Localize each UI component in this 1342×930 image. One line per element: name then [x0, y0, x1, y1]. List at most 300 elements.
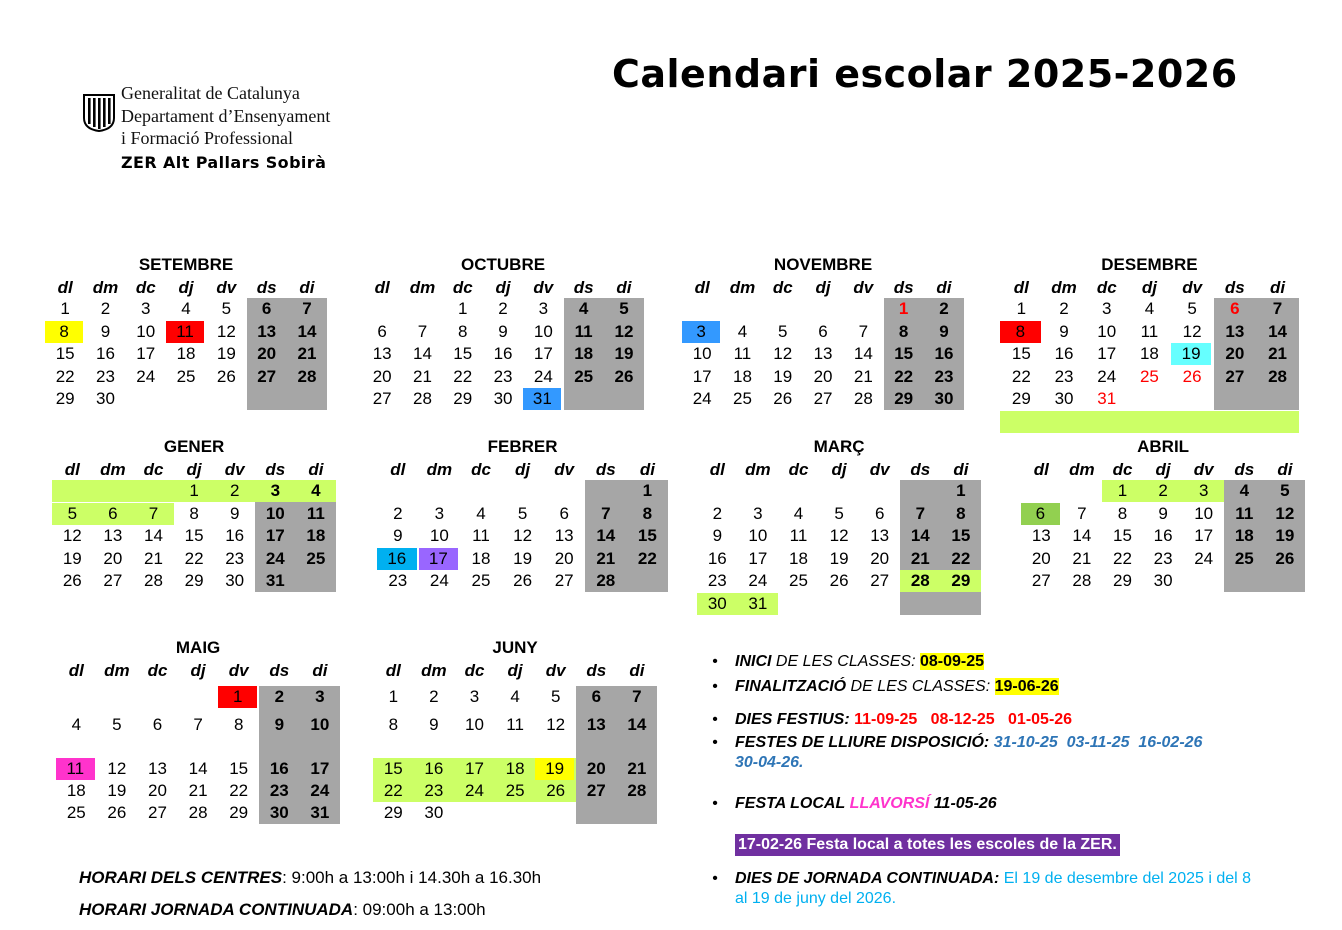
day-cell: 20 [148, 781, 167, 800]
day-cell: 11 [789, 526, 808, 545]
weekday-header: dc [452, 278, 473, 297]
day-cell: 4 [1144, 299, 1155, 318]
horari-centres-value: : 9:00h a 13:00h i 14.30h a 16.30h [282, 868, 542, 887]
zer-local-holiday-banner: 17-02-26 Festa local a totes les escoles de la ZER. [735, 834, 1120, 856]
day-cell: 30 [934, 389, 954, 408]
day-cell: 9 [229, 503, 240, 523]
day-cell: 3 [538, 299, 549, 318]
gen-line-2: Departament d’Ensenyament [121, 105, 331, 126]
department-name [121, 82, 330, 150]
day-cell: 22 [1113, 548, 1132, 568]
weekday-header: dm [421, 661, 447, 680]
continuada-label: DIES DE JORNADA CONTINUADA: [735, 870, 1000, 887]
day-cell: 8 [458, 321, 468, 341]
weekday-header: dl [68, 661, 84, 680]
local-date: 11-05-26 [933, 795, 997, 812]
weekday-header: dj [515, 460, 531, 479]
day-cell: 30 [424, 803, 444, 822]
day-cell: 9 [393, 526, 403, 545]
day-cell: 19 [614, 344, 634, 363]
inici-rest: DE LES CLASSES [771, 653, 912, 670]
day-cell: 14 [412, 344, 432, 363]
day-cell: 20 [870, 548, 890, 568]
day-cell: 17 [533, 344, 553, 363]
bullet-icon: • [712, 734, 718, 751]
day-cell: 16 [1054, 344, 1074, 363]
day-cell: 3 [434, 503, 445, 523]
day-cell: 23 [388, 571, 408, 590]
day-cell: 5 [619, 299, 629, 318]
day-cell: 9 [939, 321, 949, 341]
day-cell: 16 [493, 344, 513, 363]
gen-line-1: Generalitat de Catalunya [121, 83, 300, 103]
day-cell: 27 [257, 366, 277, 386]
day-cell: 16 [707, 548, 727, 568]
weekday-header: dj [507, 661, 523, 680]
day-cell: 14 [910, 526, 930, 545]
day-cell: 22 [637, 548, 657, 568]
vacation-band [1000, 411, 1299, 433]
day-cell: 14 [596, 526, 616, 545]
day-cell: 24 [692, 389, 712, 408]
day-cell: 30 [225, 571, 245, 590]
day-cell: 3 [469, 687, 480, 706]
day-cell: 26 [1275, 548, 1295, 568]
weekday-header: di [1277, 460, 1293, 479]
day-cell: 26 [62, 571, 82, 590]
day-cell: 5 [834, 503, 844, 523]
day-cell: 6 [261, 299, 272, 318]
catalan-government-seal-icon [82, 92, 116, 132]
day-cell: 12 [107, 759, 127, 778]
weekday-header: di [629, 661, 645, 680]
day-cell: 10 [310, 715, 330, 734]
day-cell: 2 [939, 299, 949, 318]
day-cell: 3 [1102, 299, 1112, 318]
day-cell: 15 [1113, 526, 1132, 545]
day-cell: 1 [898, 299, 909, 318]
day-cell: 12 [1182, 321, 1202, 341]
day-cell: 10 [748, 526, 768, 545]
weekday-header: di [953, 460, 969, 479]
day-cell: 18 [66, 781, 86, 800]
day-cell: 25 [574, 366, 594, 386]
day-cell: 7 [632, 687, 642, 706]
weekday-header: dc [135, 278, 156, 297]
day-cell: 2 [100, 299, 111, 318]
lliure-dates: 31-10-25 03-11-25 16-02-26 [993, 734, 1203, 751]
day-cell: 5 [1280, 481, 1290, 500]
horari-continuada-label: HORARI JORNADA CONTINUADA [79, 900, 354, 919]
day-cell: 25 [306, 548, 326, 568]
weekday-header: di [1269, 278, 1286, 297]
day-cell: 25 [1234, 548, 1254, 568]
weekday-header: dj [190, 661, 206, 680]
day-cell: 31 [748, 593, 768, 613]
day-cell: 10 [465, 715, 484, 734]
day-cell: 5 [550, 687, 561, 706]
day-cell: 7 [417, 321, 428, 341]
day-cell: 24 [748, 571, 768, 590]
day-cell: 19 [216, 344, 236, 363]
day-cell: 5 [112, 715, 122, 734]
day-cell: 12 [216, 321, 236, 341]
weekday-header: ds [269, 661, 290, 680]
month-name: JUNY [492, 638, 538, 657]
day-cell: 4 [71, 715, 82, 734]
day-cell: 27 [813, 389, 833, 408]
local-place: LLAVORSÍ [849, 795, 930, 812]
day-cell: 22 [229, 781, 249, 800]
day-cell: 29 [894, 389, 914, 408]
day-cell: 31 [1097, 389, 1117, 408]
day-cell: 25 [471, 571, 491, 590]
day-cell: 7 [148, 503, 159, 523]
day-cell: 4 [311, 481, 321, 500]
day-cell: 30 [1153, 571, 1173, 590]
weekday-header: dl [709, 460, 725, 479]
day-cell: 2 [393, 503, 403, 523]
day-cell: 18 [574, 344, 594, 363]
day-cell: 23 [934, 366, 954, 386]
day-cell: 17 [748, 548, 768, 568]
weekday-header: di [936, 278, 952, 297]
day-cell: 19 [513, 548, 533, 568]
day-cell: 20 [103, 548, 123, 568]
month-name: MAIG [175, 638, 221, 657]
day-cell: 18 [1139, 344, 1159, 363]
page-title: Calendari escolar 2025-2026 [612, 52, 1238, 96]
day-cell: 19 [62, 548, 82, 568]
day-cell: 15 [453, 344, 473, 363]
weekday-header: dc [788, 460, 809, 479]
weekday-header: dv [853, 278, 874, 297]
bullet-icon: • [712, 795, 718, 812]
day-cell: 14 [188, 759, 208, 778]
day-cell: 9 [1059, 321, 1069, 341]
weekday-header: dl [390, 460, 406, 479]
day-cell: 16 [225, 526, 245, 545]
weekday-header: dm [745, 460, 771, 479]
month-name: GENER [163, 437, 225, 456]
lliure-dates-2: 30-04-26. [735, 754, 804, 771]
day-cell: 11 [1140, 321, 1159, 341]
day-cell: 28 [412, 389, 432, 408]
day-cell: 28 [188, 803, 208, 822]
weekday-header: dm [92, 278, 119, 297]
day-cell: 3 [753, 503, 763, 523]
day-cell: 28 [627, 781, 647, 800]
day-cell: 23 [1153, 548, 1173, 568]
day-cell: 13 [1031, 526, 1051, 545]
day-cell: 31 [523, 388, 561, 410]
day-cell: 24 [265, 548, 285, 568]
day-cell: 27 [103, 571, 123, 590]
day-cell: 20 [1225, 344, 1245, 363]
day-cell: 22 [453, 366, 473, 386]
day-cell: 8 [233, 715, 244, 734]
day-cell: 28 [910, 571, 930, 590]
weekday-header: di [616, 278, 632, 297]
day-cell: 1 [1016, 299, 1027, 318]
month-name: MARÇ [813, 437, 865, 456]
day-cell: 21 [627, 759, 647, 778]
day-cell: 14 [627, 715, 647, 734]
day-cell: 21 [144, 548, 163, 568]
day-cell: 17 [265, 526, 285, 545]
day-cell: 1 [956, 481, 966, 500]
day-cell: 16 [1153, 526, 1173, 545]
weekday-header: dj [1141, 278, 1157, 297]
day-cell: 13 [372, 344, 392, 363]
weekday-header: dm [426, 460, 453, 479]
day-cell: 11 [472, 526, 490, 545]
day-cell: 25 [789, 571, 808, 590]
month-name: NOVEMBRE [773, 255, 873, 274]
day-cell: 22 [1011, 366, 1031, 386]
weekday-header: dv [545, 661, 566, 680]
day-cell: 22 [184, 548, 204, 568]
day-cell: 29 [453, 389, 473, 408]
day-cell: 17 [419, 548, 459, 570]
day-cell: 8 [898, 321, 909, 341]
day-cell: 30 [269, 803, 289, 822]
day-cell: 29 [55, 389, 75, 408]
day-cell: 29 [229, 803, 249, 822]
day-cell: 1 [388, 687, 399, 706]
day-cell: 13 [1225, 321, 1245, 341]
day-cell: 15 [894, 344, 914, 363]
day-cell: 10 [692, 344, 712, 363]
day-cell: 8 [1117, 503, 1128, 523]
day-cell: 21 [1072, 548, 1092, 568]
weekday-header: di [308, 460, 324, 479]
day-cell: 5 [1187, 299, 1197, 318]
day-cell: 8 [642, 503, 653, 523]
day-cell: 13 [813, 344, 833, 363]
weekday-header: dl [57, 278, 73, 297]
horari-centres-label: HORARI DELS CENTRES [79, 868, 283, 887]
month-name: OCTUBRE [461, 255, 546, 274]
day-cell: 14 [144, 526, 163, 545]
day-cell: 3 [141, 299, 151, 318]
day-cell: 11 [306, 503, 325, 523]
weekday-header: dl [694, 278, 710, 297]
weekday-header: dl [1013, 278, 1029, 297]
weekday-header: dl [374, 278, 390, 297]
day-cell: 13 [554, 526, 574, 545]
day-cell: 26 [829, 571, 849, 590]
day-cell: 6 [874, 503, 885, 523]
day-cell: 12 [829, 526, 849, 545]
day-cell: 10 [533, 321, 553, 341]
day-cell: 2 [712, 503, 723, 523]
weekday-header: ds [1224, 278, 1245, 297]
day-cell: 15 [184, 526, 204, 545]
day-cell: 10 [1097, 321, 1117, 341]
weekday-header: dv [533, 278, 554, 297]
weekday-header: ds [573, 278, 594, 297]
weekday-header: ds [595, 460, 616, 479]
day-cell: 12 [1275, 503, 1295, 523]
day-cell: 7 [601, 503, 611, 523]
day-cell: 5 [778, 321, 788, 341]
weekday-header: dv [216, 278, 237, 297]
day-cell: 12 [513, 526, 533, 545]
day-cell: 11 [733, 344, 752, 363]
day-cell: 9 [712, 526, 723, 545]
day-cell: 3 [315, 687, 325, 706]
day-cell: 16 [377, 548, 417, 570]
day-cell: 16 [269, 759, 289, 778]
day-cell: 21 [188, 781, 208, 800]
day-cell: 4 [181, 299, 191, 318]
day-cell: 24 [429, 571, 449, 590]
day-cell: 19 [773, 366, 793, 386]
day-cell: 6 [152, 715, 163, 734]
day-cell: 28 [144, 571, 163, 590]
day-cell: 19 [1275, 526, 1295, 545]
day-cell: 8 [1000, 321, 1041, 343]
day-cell: 8 [388, 715, 399, 734]
weekday-header: ds [265, 460, 286, 479]
day-cell: 17 [692, 366, 712, 386]
weekday-header: di [299, 278, 315, 297]
day-cell: 20 [372, 366, 392, 386]
day-cell: 5 [67, 503, 78, 523]
day-cell: 23 [707, 571, 727, 590]
day-cell: 27 [586, 781, 606, 800]
final-date: 19-06-26 [994, 678, 1059, 695]
day-cell: 5 [221, 299, 232, 318]
day-cell: 23 [493, 366, 513, 386]
day-cell: 4 [793, 503, 804, 523]
day-cell: 17 [465, 759, 484, 778]
day-cell: 14 [1268, 321, 1287, 341]
day-cell: 28 [853, 389, 873, 408]
day-cell: 23 [225, 548, 245, 568]
day-cell: 10 [1194, 503, 1214, 523]
zer-name: ZER Alt Pallars Sobirà [121, 153, 327, 172]
weekday-header: dj [1155, 460, 1171, 479]
day-cell: 7 [1077, 503, 1087, 523]
day-cell: 2 [1158, 481, 1168, 500]
day-cell: 3 [682, 321, 720, 343]
day-cell: 13 [586, 715, 606, 734]
day-cell: 18 [306, 526, 326, 545]
day-cell: 7 [858, 321, 869, 341]
month-name: FEBRER [487, 437, 558, 456]
day-cell: 17 [1097, 344, 1117, 363]
weekday-header: ds [893, 278, 914, 297]
festius-dates: 11-09-25 08-12-25 01-05-26 [854, 711, 1073, 728]
day-cell: 12 [546, 715, 566, 734]
day-cell: 6 [1230, 299, 1240, 318]
weekday-header: dm [409, 278, 436, 297]
day-cell: 23 [1054, 366, 1074, 386]
day-cell: 2 [229, 481, 240, 500]
day-cell: 21 [412, 366, 432, 386]
weekday-header: dm [104, 661, 130, 680]
weekday-header: di [312, 661, 328, 680]
day-cell: 29 [1011, 389, 1031, 408]
day-cell: 11 [506, 715, 524, 734]
day-cell: 1 [458, 299, 468, 318]
day-cell: 13 [148, 759, 167, 778]
weekday-header: di [639, 460, 655, 479]
day-cell: 27 [870, 571, 890, 590]
day-cell: 11 [166, 321, 204, 343]
bullet-icon: • [712, 678, 718, 695]
day-cell: 30 [493, 389, 513, 408]
weekday-header: dv [869, 460, 890, 479]
day-cell: 4 [578, 299, 589, 318]
day-cell: 27 [554, 571, 574, 590]
weekday-header: dc [464, 661, 485, 680]
weekday-header: dj [178, 278, 194, 297]
weekday-header: dv [1182, 278, 1203, 297]
day-cell: 21 [596, 548, 616, 568]
day-cell: 26 [513, 571, 533, 590]
day-cell: 15 [55, 344, 75, 363]
day-cell: 24 [465, 781, 484, 800]
day-cell: 7 [915, 503, 926, 523]
continuada-text: El 19 de desembre del 2025 i del 8 [999, 870, 1252, 887]
day-cell: 23 [269, 781, 289, 800]
bullet-icon: • [712, 711, 718, 728]
weekday-header: ds [1234, 460, 1255, 479]
weekday-header: dm [729, 278, 756, 297]
day-cell: 26 [107, 803, 127, 822]
day-cell: 24 [1194, 548, 1214, 568]
day-cell: 20 [554, 548, 574, 568]
final-label: FINALITZACIÓ [735, 678, 847, 695]
day-cell: 26 [216, 366, 236, 386]
day-cell: 28 [1072, 571, 1092, 590]
day-cell: 18 [505, 759, 525, 778]
weekday-header: dc [143, 460, 164, 479]
day-cell: 14 [297, 321, 317, 341]
day-cell: 13 [257, 321, 277, 341]
weekday-header: ds [256, 278, 277, 297]
day-cell: 15 [229, 759, 249, 778]
day-cell: 27 [1031, 571, 1051, 590]
day-cell: 8 [189, 503, 199, 523]
day-cell: 10 [265, 503, 285, 523]
inici-label: INICI [735, 653, 772, 670]
day-cell: 15 [1011, 344, 1031, 363]
weekday-header: dm [1069, 460, 1095, 479]
day-cell: 10 [429, 526, 449, 545]
day-cell: 7 [302, 299, 312, 318]
day-cell: 2 [274, 687, 285, 706]
day-cell: 25 [176, 366, 196, 386]
day-cell: 22 [894, 366, 914, 386]
continuada-text-2: al 19 de juny del 2026. [735, 890, 897, 907]
day-cell: 18 [1234, 526, 1254, 545]
day-cell: 30 [707, 593, 727, 613]
day-cell: 30 [95, 389, 115, 408]
day-cell: 19 [829, 548, 849, 568]
day-cell: 12 [614, 321, 634, 341]
day-cell: 8 [956, 503, 966, 523]
day-cell: 6 [1021, 503, 1060, 525]
day-cell: 1 [1117, 481, 1128, 500]
day-cell: 24 [136, 366, 156, 386]
day-cell: 16 [424, 759, 444, 778]
day-cell: 18 [176, 344, 196, 363]
day-cell: 26 [1182, 366, 1202, 386]
